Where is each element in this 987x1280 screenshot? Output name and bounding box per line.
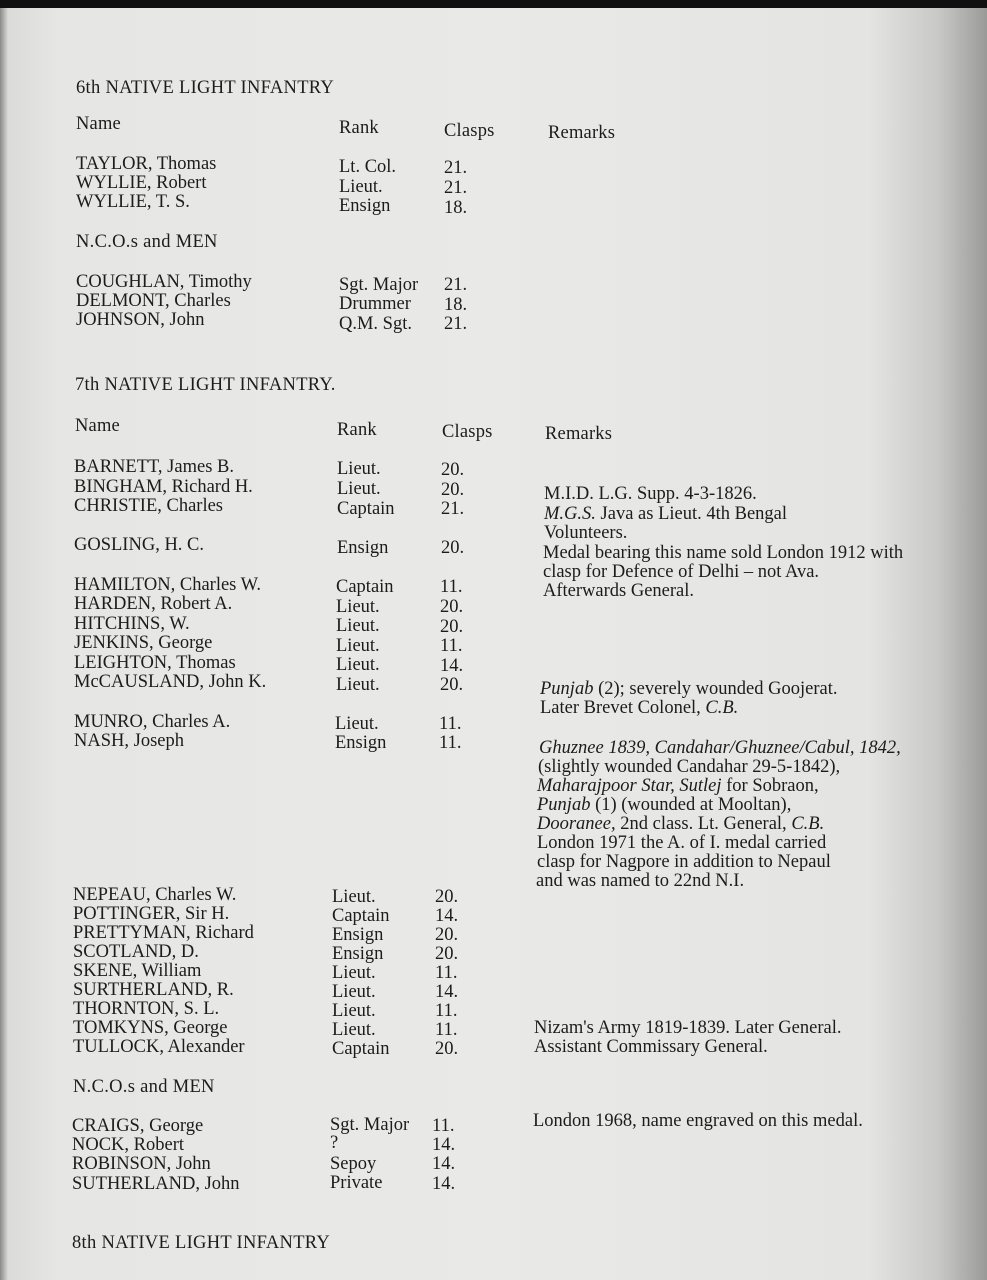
remark-tullock: Assistant Commissary General. [534, 1037, 768, 1057]
entry-rank: Captain [332, 1039, 390, 1059]
remark-text: 2nd class. Lt. General, [615, 814, 792, 834]
entry-name: DELMONT, Charles [76, 291, 231, 311]
entry-rank: Lieut. [336, 675, 380, 695]
entry-name: McCAUSLAND, John K. [74, 672, 267, 692]
entry-clasps: 14. [432, 1174, 456, 1194]
remark-text: (2); severely wounded Goojerat. [593, 679, 838, 699]
entry-clasps: 20. [435, 925, 459, 945]
entry-rank: Lieut. [337, 459, 381, 479]
column-header-rank: Rank [339, 118, 379, 138]
entry-clasps: 18. [444, 295, 468, 315]
entry-clasps: 14. [432, 1154, 456, 1174]
remark-nash-line1 [539, 739, 901, 758]
subsection-title-ncos: N.C.O.s and MEN [73, 1077, 215, 1097]
entry-name: THORNTON, S. L. [73, 999, 220, 1019]
entry-name: ROBINSON, John [72, 1154, 211, 1174]
entry-rank: Q.M. Sgt. [339, 314, 412, 334]
remark-italic: Punjab [537, 795, 591, 815]
column-header-name: Name [76, 114, 121, 134]
entry-name: NASH, Joseph [74, 731, 184, 751]
column-header-rank: Rank [337, 420, 377, 440]
remark-italic: Ghuznee 1839, Candahar/Ghuznee/Cabul, 1842, [539, 738, 901, 758]
entry-rank: Lieut. [336, 655, 380, 675]
entry-rank: Lieut. [332, 1020, 376, 1040]
entry-clasps: 11. [432, 1116, 455, 1136]
entry-clasps: 14. [435, 982, 459, 1002]
entry-name: SCOTLAND, D. [73, 942, 199, 962]
entry-rank: Lt. Col. [339, 157, 397, 177]
remark-nash-line6: London 1971 the A. of I. medal carried [537, 833, 827, 853]
remark-nash-line5 [537, 815, 824, 834]
remark-nash-line2: (slightly wounded Candahar 29-5-1842), [538, 757, 841, 777]
entry-rank: Lieut. [336, 597, 380, 617]
remark-mccausland-line2 [540, 699, 738, 718]
entry-clasps: 14. [435, 906, 459, 926]
entry-name: TAYLOR, Thomas [76, 154, 217, 174]
entry-clasps: 21. [444, 275, 468, 295]
column-header-remarks: Remarks [545, 424, 613, 444]
remark-mccausland-line1 [540, 680, 837, 699]
remark-gosling-line1: Medal bearing this name sold London 1912 with [543, 543, 904, 563]
entry-rank: Lieut. [335, 714, 379, 734]
entry-rank: Captain [332, 906, 390, 926]
entry-rank: Private [330, 1173, 383, 1193]
remark-italic: C.B. [705, 698, 739, 718]
remark-text: (1) (wounded at Mooltan), [590, 795, 792, 815]
entry-clasps: 20. [435, 1039, 459, 1059]
entry-name: WYLLIE, Robert [76, 173, 207, 193]
entry-name: JOHNSON, John [76, 310, 205, 330]
entry-rank: Ensign [339, 196, 391, 216]
entry-rank: Lieut. [332, 1001, 376, 1021]
entry-clasps: 11. [440, 636, 463, 656]
entry-clasps: 20. [441, 480, 465, 500]
entry-name: BINGHAM, Richard H. [74, 477, 253, 497]
entry-clasps: 11. [435, 1020, 458, 1040]
entry-name: SUTHERLAND, John [72, 1174, 240, 1194]
entry-clasps: 21. [444, 314, 468, 334]
entry-name: BARNETT, James B. [74, 457, 234, 477]
entry-rank: Captain [336, 577, 394, 597]
entry-rank: Ensign [337, 538, 389, 558]
entry-rank: Lieut. [339, 177, 383, 197]
entry-name: POTTINGER, Sir H. [73, 904, 230, 924]
column-header-clasps: Clasps [444, 121, 495, 141]
entry-rank: Sgt. Major [330, 1115, 410, 1135]
entry-rank: Lieut. [336, 616, 380, 636]
entry-rank: ? [330, 1133, 339, 1153]
section-title-7th: 7th NATIVE LIGHT INFANTRY. [75, 375, 336, 395]
entry-rank: Ensign [335, 733, 387, 753]
remark-bingham: M.I.D. L.G. Supp. 4-3-1826. [544, 484, 757, 504]
remark-italic: C.B. [791, 814, 825, 834]
entry-clasps: 14. [440, 656, 464, 676]
remark-nash-line8: and was named to 22nd N.I. [536, 871, 745, 891]
entry-name: CHRISTIE, Charles [74, 496, 224, 516]
entry-name: TOMKYNS, George [73, 1018, 228, 1038]
entry-clasps: 20. [440, 597, 464, 617]
entry-clasps: 14. [432, 1135, 456, 1155]
entry-clasps: 18. [444, 198, 468, 218]
entry-rank: Sgt. Major [339, 275, 419, 295]
entry-clasps: 20. [441, 460, 465, 480]
entry-rank: Lieut. [337, 479, 381, 499]
remark-italic: Punjab [540, 679, 594, 699]
entry-clasps: 20. [440, 675, 464, 695]
remark-italic: Dooranee, [537, 814, 616, 834]
entry-name: COUGHLAN, Timothy [76, 272, 252, 292]
entry-name: SURTHERLAND, R. [73, 980, 234, 1000]
entry-rank: Ensign [332, 925, 384, 945]
entry-rank: Captain [337, 499, 395, 519]
entry-rank: Lieut. [332, 963, 376, 983]
entry-name: PRETTYMAN, Richard [73, 923, 254, 943]
entry-name: WYLLIE, T. S. [76, 192, 190, 212]
remark-italic: Maharajpoor Star, Sutlej [537, 776, 722, 796]
entry-clasps: 11. [439, 714, 462, 734]
entry-clasps: 20. [435, 944, 459, 964]
entry-name: GOSLING, H. C. [74, 535, 205, 555]
remark-italic: M.G.S. [544, 504, 596, 524]
entry-name: TULLOCK, Alexander [73, 1037, 245, 1057]
entry-clasps: 20. [435, 887, 459, 907]
remark-gosling-line2: clasp for Defence of Delhi – not Ava. [543, 562, 820, 582]
remark-nash-line7: clasp for Nagpore in addition to Nepaul [537, 852, 831, 872]
entry-name: NEPEAU, Charles W. [73, 885, 237, 905]
entry-clasps: 11. [439, 733, 462, 753]
entry-name: LEIGHTON, Thomas [74, 653, 236, 673]
entry-clasps: 21. [441, 499, 465, 519]
entry-clasps: 11. [435, 963, 458, 983]
column-header-clasps: Clasps [442, 422, 493, 442]
book-page [0, 8, 987, 1280]
column-header-remarks: Remarks [548, 123, 616, 143]
entry-clasps: 11. [435, 1001, 458, 1021]
entry-clasps: 20. [440, 617, 464, 637]
remark-hamilton: Afterwards General. [543, 581, 695, 601]
entry-name: NOCK, Robert [72, 1135, 185, 1155]
entry-name: JENKINS, George [74, 633, 213, 653]
remark-christie-line2: Volunteers. [544, 523, 628, 543]
section-title-8th: 8th NATIVE LIGHT INFANTRY [72, 1233, 331, 1253]
remark-nash-line3 [537, 777, 819, 796]
top-edge [0, 0, 987, 8]
entry-name: HARDEN, Robert A. [74, 594, 233, 614]
entry-clasps: 21. [444, 178, 468, 198]
section-title-6th: 6th NATIVE LIGHT INFANTRY [76, 78, 335, 98]
entry-clasps: 21. [444, 158, 468, 178]
page-shadow [0, 8, 8, 1280]
entry-clasps: 20. [441, 538, 465, 558]
remark-text: Later Brevet Colonel, [540, 698, 706, 718]
entry-rank: Lieut. [332, 982, 376, 1002]
remark-text: for Sobraon, [721, 776, 819, 796]
entry-name: HITCHINS, W. [74, 614, 190, 634]
entry-rank: Drummer [339, 294, 411, 314]
entry-clasps: 11. [440, 577, 463, 597]
remark-craigs: London 1968, name engraved on this medal. [533, 1111, 863, 1131]
entry-name: MUNRO, Charles A. [74, 712, 231, 732]
remark-nash-line4 [537, 796, 791, 815]
entry-name: HAMILTON, Charles W. [74, 575, 262, 595]
entry-rank: Ensign [332, 944, 384, 964]
subsection-title-ncos: N.C.O.s and MEN [76, 232, 218, 252]
entry-rank: Sepoy [330, 1154, 377, 1174]
column-header-name: Name [75, 416, 120, 436]
entry-rank: Lieut. [332, 887, 376, 907]
entry-name: CRAIGS, George [72, 1116, 204, 1136]
remark-text: Java as Lieut. 4th Bengal [595, 504, 788, 524]
entry-rank: Lieut. [336, 636, 380, 656]
entry-name: SKENE, William [73, 961, 202, 981]
remark-christie-line1 [544, 505, 787, 524]
remark-tomkyns: Nizam's Army 1819-1839. Later General. [534, 1018, 842, 1038]
